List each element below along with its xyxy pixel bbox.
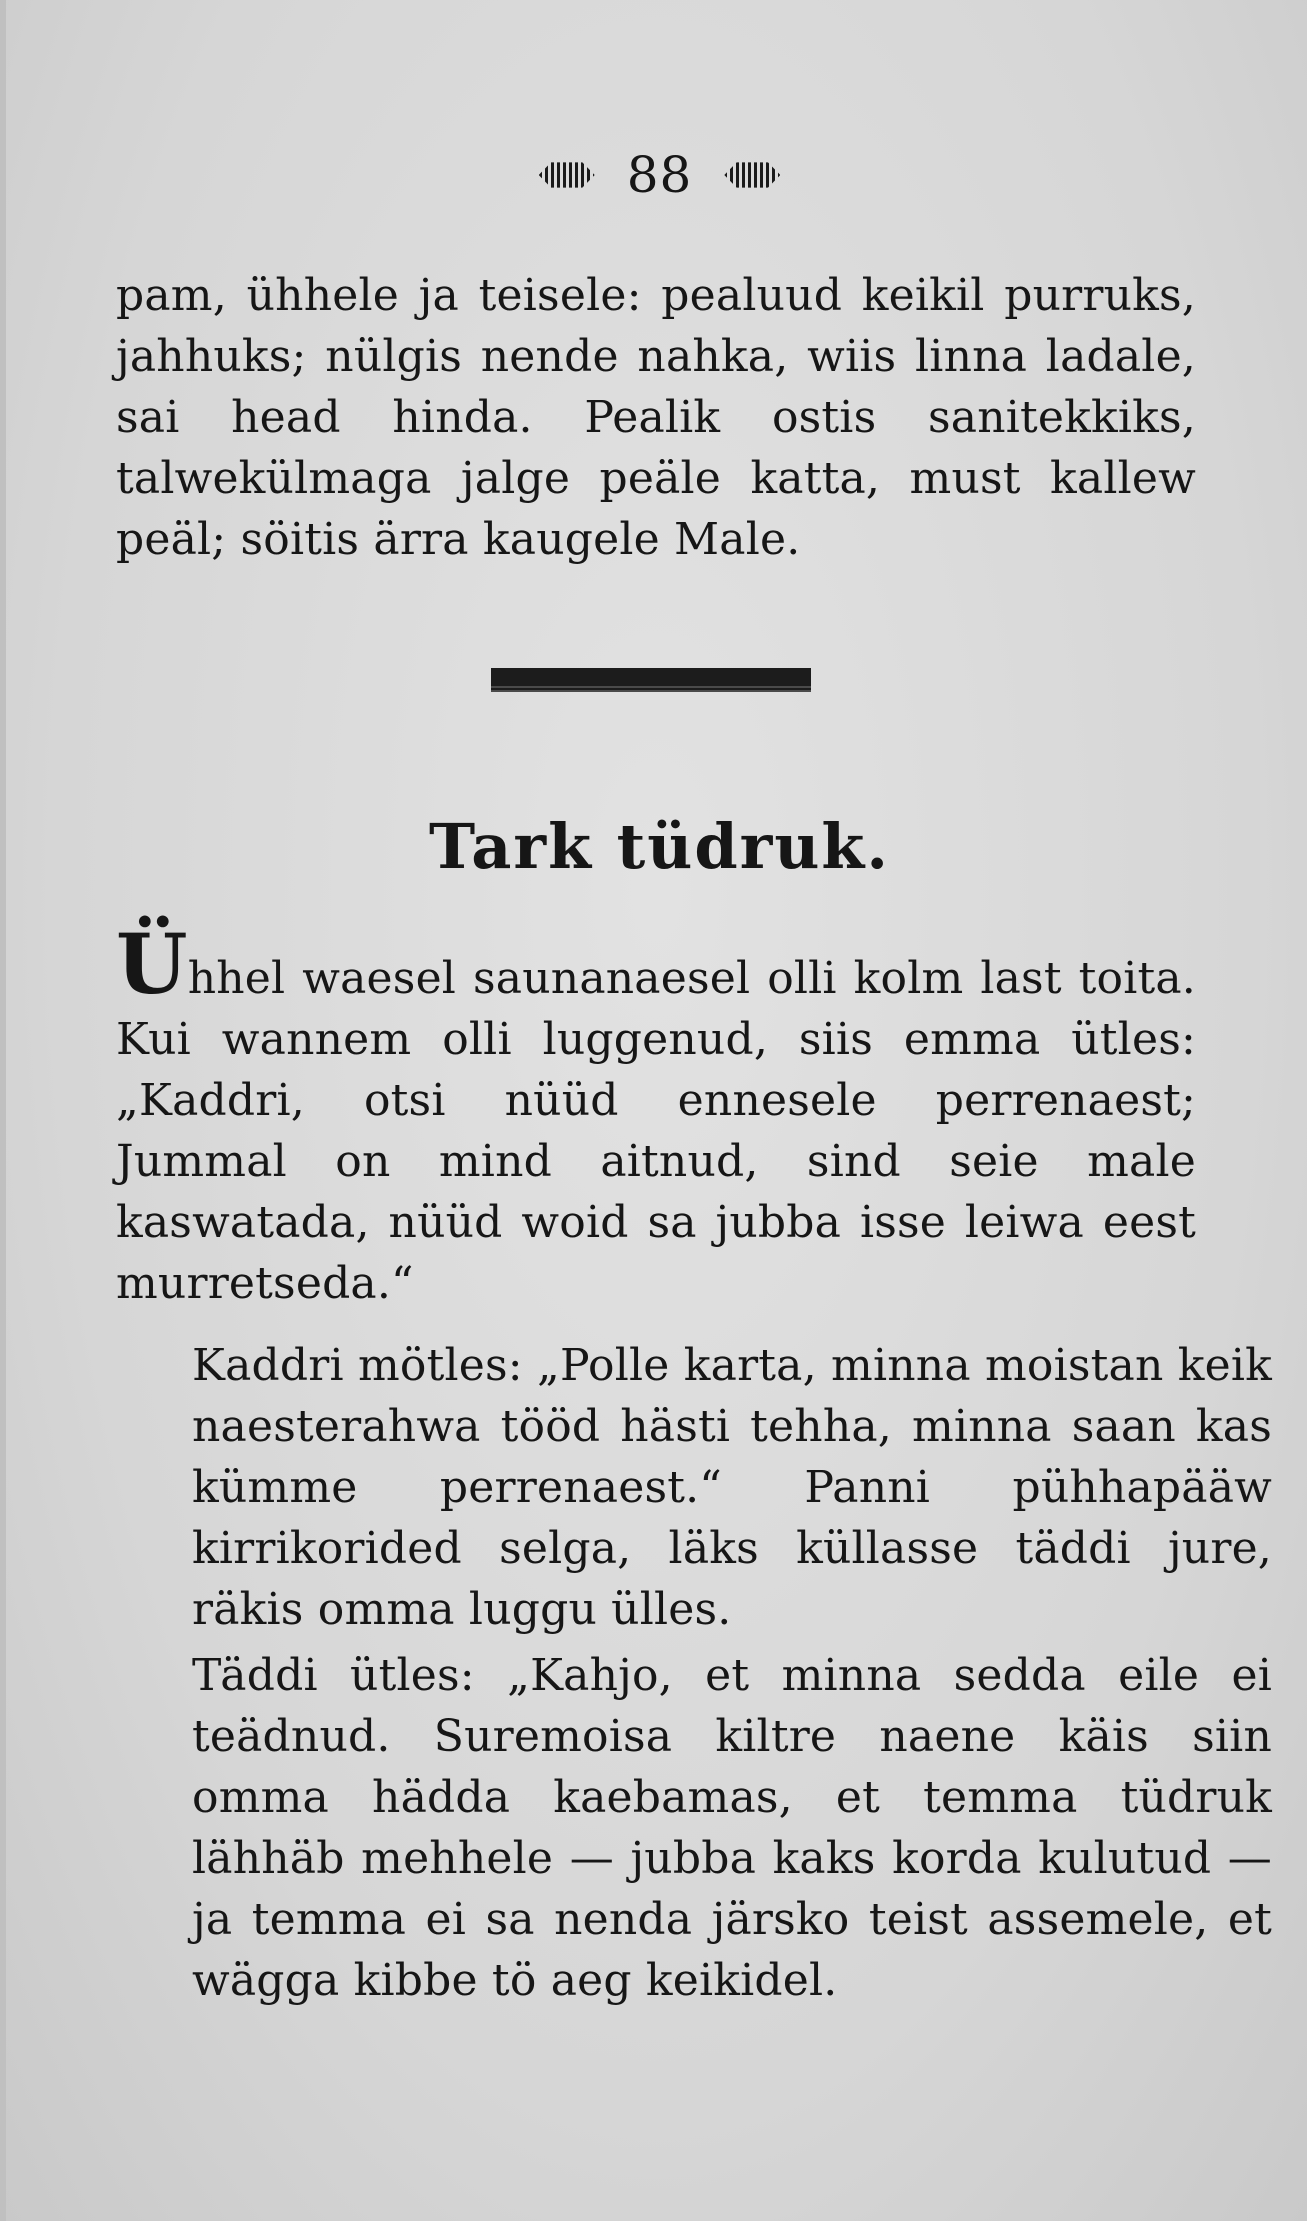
page-header <box>6 146 1307 204</box>
continued-paragraph: pam, ühhele ja teisele: pealuud keikil purruks, jahhuks; nülgis nende nahka, wiis linna ladale, sai head hinda. Pealik ostis sanitekkiks, talwekülmaga jalge peäle katta, must kallew peäl; söitis ärra kaugele Male. <box>116 270 1196 565</box>
story-paragraph-1 <box>116 917 1196 1314</box>
story-paragraph-1-text: hhel waesel saunanaesel olli kolm last toita. Kui wannem olli luggenud, siis emma ütles: „Kaddri, otsi nüüd ennesele perrenaest; Jummal on mind aitnud, sind seie male kaswatada, nüüd woid sa jubba isse leiwa eest murretseda.“ <box>116 953 1196 1309</box>
left-ornament-icon <box>539 160 595 190</box>
section-divider <box>491 668 811 692</box>
story-paragraph-2: Kaddri mötles: „Polle karta, minna moistan keik naesterahwa tööd hästi tehha, minna saan kas kümme perrenaest.“ Panni pühhapääw kirrikorided selga, läks küllasse täddi jure, räkis omma luggu ülles. <box>192 1340 1272 1635</box>
page-number: 88 <box>626 146 693 204</box>
right-ornament-icon <box>724 160 780 190</box>
story-title: Tark tüdruk. <box>429 810 890 883</box>
story-paragraph-3: Täddi ütles: „Kahjo, et minna sedda eile ei teädnud. Suremoisa kiltre naene käis siin omma häddа kaebamas, et temma tüdruk lähhäb mehhele — jubba kaks korda kulutud — ja temma ei sa nenda järsko teist assemele, et wägga kibbe tö aeg keikidel. <box>192 1650 1272 2006</box>
drop-cap: Ü <box>116 917 188 1013</box>
